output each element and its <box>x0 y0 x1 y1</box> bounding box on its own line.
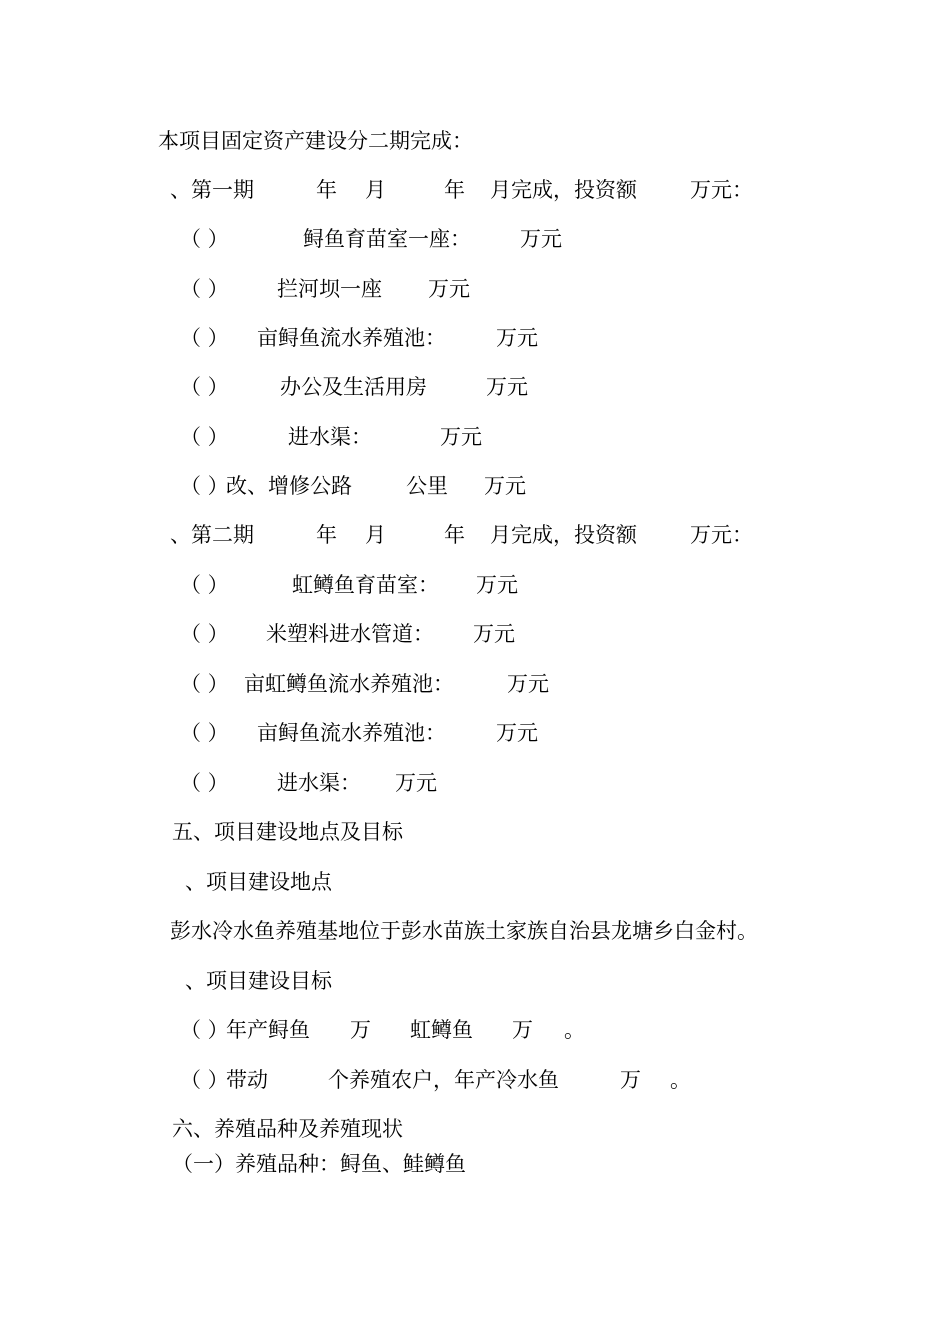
item-paren: （ ） <box>180 375 229 399</box>
goal-line-1 <box>180 1017 680 1043</box>
goal-farmers: 个养殖农户，年产冷水鱼 <box>328 1068 559 1092</box>
item-paren: （ ） <box>180 425 229 449</box>
item-text: 改、增修公路 <box>226 474 352 498</box>
item-unit: 万元 <box>473 622 515 646</box>
phase2-item <box>180 572 680 598</box>
species-line: （一）养殖品种：鲟鱼、鲑鳟鱼 <box>172 1152 466 1176</box>
item-text: 虹鳟鱼育苗室： <box>292 573 439 597</box>
location-heading: 、项目建设地点 <box>185 870 332 894</box>
phase1-item <box>180 374 680 400</box>
location-text: 彭水冷水鱼养殖基地位于彭水苗族土家族自治县龙塘乡白金村。 <box>170 919 758 943</box>
item-paren: （ ） <box>180 721 229 745</box>
item-unit: 万元 <box>496 721 538 745</box>
item-text: 鲟鱼育苗室一座： <box>303 227 471 251</box>
section5-heading: 五、项目建设地点及目标 <box>172 820 403 844</box>
intro-line: 本项目固定资产建设分二期完成： <box>158 129 473 153</box>
goal-heading: 、项目建设目标 <box>185 969 332 993</box>
item-text: 米塑料进水管道： <box>266 622 434 646</box>
item-unit: 万元 <box>486 375 528 399</box>
phase2-item <box>180 621 680 647</box>
phase1-prefix: 、第一期 <box>170 178 254 202</box>
item-text: 亩鲟鱼流水养殖池： <box>257 326 446 350</box>
item-unit: 万元 <box>428 277 470 301</box>
phase1-item <box>180 276 680 302</box>
item-text: 亩鲟鱼流水养殖池： <box>257 721 446 745</box>
item-text: 办公及生活用房 <box>280 375 427 399</box>
phase2-item <box>180 671 680 697</box>
item-text: 拦河坝一座 <box>277 277 382 301</box>
phase2-amount-unit: 万元： <box>690 523 753 547</box>
phase2-completion: 月完成，投资额 <box>490 523 637 547</box>
item-paren: （ ） <box>180 622 229 646</box>
section6-heading: 六、养殖品种及养殖现状 <box>172 1117 403 1141</box>
phase2-prefix: 、第二期 <box>170 523 254 547</box>
item-paren: （ ） <box>180 771 229 795</box>
phase1-item <box>180 325 680 351</box>
phase1-year-start: 年 <box>316 178 337 202</box>
item-unit: 万元 <box>440 425 482 449</box>
goal-fish-2: 虹鳟鱼 <box>410 1018 473 1042</box>
item-unit: 万元 <box>476 573 518 597</box>
item-mid: 公里 <box>406 474 448 498</box>
phase1-item <box>180 473 680 499</box>
item-unit: 万元 <box>520 227 562 251</box>
goal-unit-1: 万 <box>350 1018 371 1042</box>
phase2-year-end: 年 <box>444 523 465 547</box>
phase1-month-start: 月 <box>365 178 386 202</box>
goal-line-2 <box>180 1067 780 1093</box>
item-paren: （ ） <box>180 474 229 498</box>
item-paren: （ ） <box>180 1068 229 1092</box>
goal-unit: 万 <box>620 1068 641 1092</box>
goal-drive: 带动 <box>226 1068 268 1092</box>
item-text: 进水渠： <box>288 425 372 449</box>
item-paren: （ ） <box>180 573 229 597</box>
goal-period: 。 <box>564 1018 585 1042</box>
item-paren: （ ） <box>180 1018 229 1042</box>
goal-unit-2: 万 <box>512 1018 533 1042</box>
phase1-item <box>180 226 680 252</box>
item-paren: （ ） <box>180 326 229 350</box>
item-unit: 万元 <box>507 672 549 696</box>
goal-fish-1: 年产鲟鱼 <box>226 1018 310 1042</box>
phase2-item <box>180 770 680 796</box>
phase2-month-start: 月 <box>365 523 386 547</box>
item-paren: （ ） <box>180 227 229 251</box>
item-text: 亩虹鳟鱼流水养殖池： <box>244 672 454 696</box>
item-text: 进水渠： <box>277 771 361 795</box>
phase2-year-start: 年 <box>316 523 337 547</box>
phase1-year-end: 年 <box>444 178 465 202</box>
phase2-item <box>180 720 680 746</box>
item-unit: 万元 <box>484 474 526 498</box>
phase2-header <box>170 522 770 548</box>
item-unit: 万元 <box>496 326 538 350</box>
item-paren: （ ） <box>180 277 229 301</box>
item-paren: （ ） <box>180 672 229 696</box>
goal-period: 。 <box>670 1068 691 1092</box>
item-unit: 万元 <box>395 771 437 795</box>
phase1-item <box>180 424 680 450</box>
phase1-header <box>170 177 770 203</box>
phase1-completion: 月完成，投资额 <box>490 178 637 202</box>
phase1-amount-unit: 万元： <box>690 178 753 202</box>
